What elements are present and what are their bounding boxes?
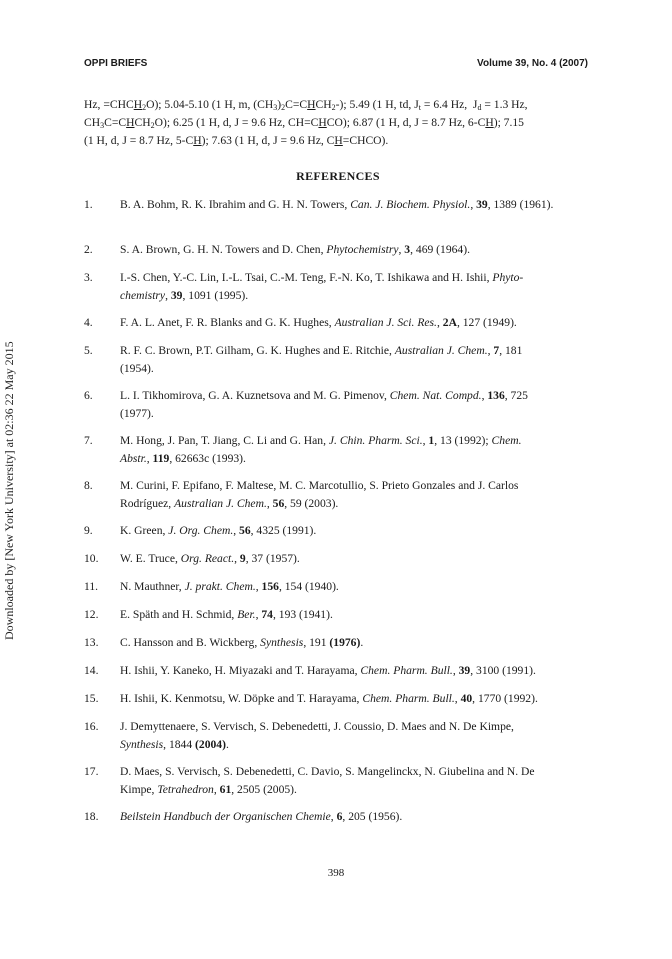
reference-item: 11. N. Mauthner, J. prakt. Chem., 156, 154 (1940).	[84, 580, 339, 593]
reference-item: 14. H. Ishii, Y. Kaneko, H. Miyazaki and T. Harayama, Chem. Pharm. Bull., 39, 3100 (1991).	[84, 664, 536, 677]
reference-item: 12. E. Späth and H. Schmid, Ber., 74, 193 (1941).	[84, 608, 333, 621]
reference-item: 10. W. E. Truce, Org. React., 9, 37 (1957).	[84, 552, 300, 565]
reference-item: 13. C. Hansson and B. Wickberg, Synthesis, 191 (1976).	[84, 636, 364, 649]
page-number: 398	[327, 867, 345, 879]
reference-item: 4. F. A. L. Anet, F. R. Blanks and G. K. Hughes, Australian J. Sci. Res., 2A, 127 (1949).	[84, 316, 517, 329]
reference-item: 17. D. Maes, S. Vervisch, S. Debenedetti, C. Davio, S. Mangelinckx, N. Giubelina and N. De Kimpe, Tetrahedron, 61, 2505 (2005).	[84, 765, 535, 796]
running-header	[84, 58, 588, 72]
volume-info: Volume 39, No. 4 (2007)	[477, 58, 588, 69]
nmr-line-3: (1 H, d, J = 8.7 Hz, 5-CH); 7.63 (1 H, d, J = 9.6 Hz, CH=CHCO).	[84, 134, 389, 147]
reference-item: 16. J. Demyttenaere, S. Vervisch, S. Debenedetti, J. Coussio, D. Maes and N. De Kimpe, Synthesis, 1844 (2004).	[84, 720, 514, 751]
reference-item: 1. B. A. Bohm, R. K. Ibrahim and G. H. N. Towers, Can. J. Biochem. Physiol., 39, 1389 (1961).	[84, 198, 554, 211]
references-heading: REFERENCES	[296, 169, 380, 183]
journal-name: OPPI BRIEFS	[84, 58, 148, 69]
reference-item: 8. M. Curini, F. Epifano, F. Maltese, M. C. Marcotullio, S. Prieto Gonzales and J. Carlos Rodríguez, Australian J. Chem., 56, 59 (2003).	[84, 479, 519, 510]
download-watermark-text: Downloaded by [New York University] at 02:36 22 May 2015	[2, 341, 16, 640]
reference-item: 5. R. F. C. Brown, P.T. Gilham, G. K. Hughes and E. Ritchie, Australian J. Chem., 7, 181 (1954).	[84, 344, 523, 375]
nmr-data-paragraph	[84, 96, 592, 150]
reference-item: 2. S. A. Brown, G. H. N. Towers and D. Chen, Phytochemistry, 3, 469 (1964).	[84, 243, 470, 256]
reference-item: 3. I.-S. Chen, Y.-C. Lin, I.-L. Tsai, C.-M. Teng, F.-N. Ko, T. Ishikawa and H. Ishii, Phyto- chemistry, 39, 1091 (1995).	[84, 271, 524, 302]
references-list	[84, 196, 592, 836]
reference-item: 7. M. Hong, J. Pan, T. Jiang, C. Li and G. Han, J. Chin. Pharm. Sci., 1, 13 (1992); Chem. Abstr., 119, 62663c (1993).	[84, 434, 522, 465]
reference-item: 18. Beilstein Handbuch der Organischen Chemie, 6, 205 (1956).	[84, 810, 403, 823]
nmr-line-1: Hz, $=CHCH_2O$); 5.04-5.10 (1 H, m, $(CH_3)_2C=CHCH_2-$); 5.49 (1 H, td, $J_t = 6.4$ Hz, $J_d = 1.3$ Hz,	[84, 98, 528, 112]
reference-item: 9. K. Green, J. Org. Chem., 56, 4325 (1991).	[84, 524, 317, 537]
reference-item: 6. L. I. Tikhomirova, G. A. Kuznetsova and M. G. Pimenov, Chem. Nat. Compd., 136, 725 (1977).	[84, 389, 528, 420]
download-watermark	[2, 341, 16, 654]
reference-item: 15. H. Ishii, K. Kenmotsu, W. Döpke and T. Harayama, Chem. Pharm. Bull., 40, 1770 (1992).	[84, 692, 538, 705]
nmr-line-2: $CH_3C=CHCH_2O$); 6.25 (1 H, d, J = 9.6 Hz, CH=CHCO); 6.87 (1 H, d, J = 8.7 Hz, 6-CH); 7.15	[84, 116, 524, 130]
